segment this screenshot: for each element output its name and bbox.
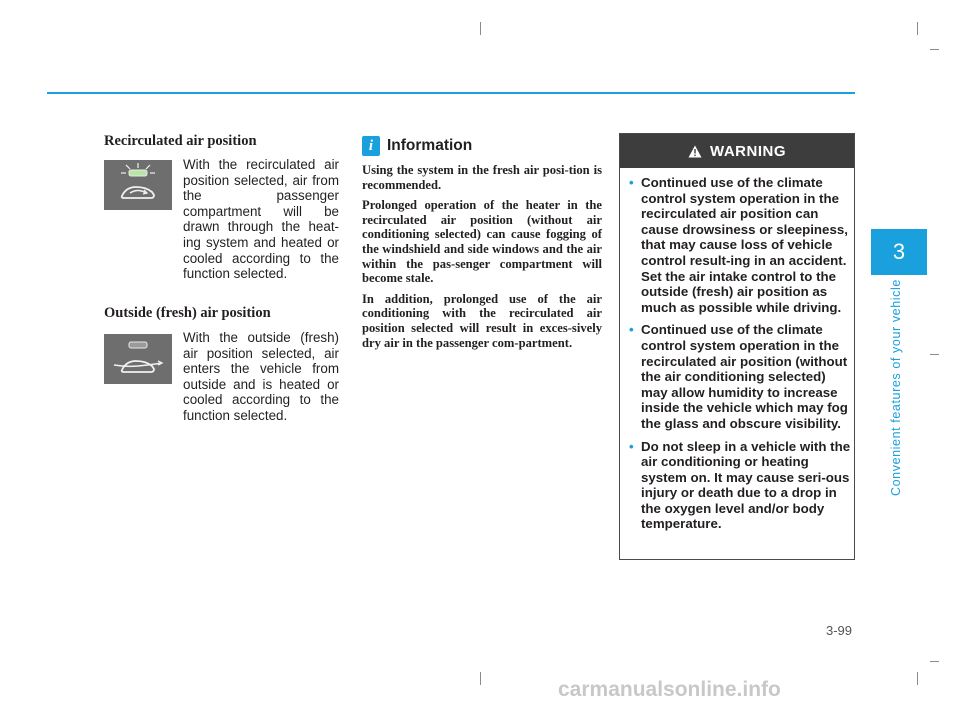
warning-triangle-icon bbox=[688, 145, 702, 158]
info-body bbox=[362, 163, 602, 356]
warning-title: WARNING bbox=[710, 142, 786, 160]
crop-mark bbox=[930, 661, 939, 662]
crop-mark bbox=[917, 672, 918, 685]
info-paragraph: Using the system in the fresh air posi-tion is recommended. bbox=[362, 163, 602, 192]
list-item bbox=[629, 322, 851, 431]
recirc-title: Recirculated air position bbox=[104, 133, 257, 149]
recirc-description: With the recirculated air position selected, air from the passenger compartment will be drawn through the heat-ing system and heated or cooled according to the function selected. bbox=[183, 157, 339, 282]
page-number: 3-99 bbox=[826, 623, 853, 638]
list-item bbox=[629, 175, 851, 315]
crop-mark bbox=[917, 22, 918, 35]
info-paragraph: Prolonged operation of the heater in the recirculated air position (without air conditioning selected) can cause fogging of the windshield and side windows and the air within the pas-senger compartment will become stale. bbox=[362, 198, 602, 286]
bullet-icon: • bbox=[629, 438, 634, 454]
chapter-title bbox=[886, 280, 906, 500]
info-title: Information bbox=[387, 137, 473, 154]
fresh-title: Outside (fresh) air position bbox=[104, 305, 271, 321]
info-paragraph: In addition, prolonged use of the air conditioning with the recirculated air position selected will result in exces-sively dry air in the passenger com-partment. bbox=[362, 291, 602, 350]
crop-mark bbox=[930, 354, 939, 355]
info-icon: i bbox=[362, 136, 380, 156]
fresh-air-button-icon bbox=[104, 334, 172, 384]
bullet-icon: • bbox=[629, 175, 634, 190]
bullet-icon: • bbox=[629, 322, 634, 338]
warning-item-text: Continued use of the climate control system operation in the recirculated air position can cause drowsiness or sleepiness, that may cause loss of vehicle control result-ing in an accident. Set the air intake control to the outside (fresh) air position as much as possible while driving. bbox=[641, 175, 848, 315]
warning-header bbox=[620, 134, 854, 168]
recirculated-air-button-icon bbox=[104, 160, 172, 210]
warning-box bbox=[619, 133, 855, 560]
warning-item-text: Do not sleep in a vehicle with the air conditioning or heating system on. It may cause seri-ous injury or death due to a drop in the oxygen level and/or body temperature. bbox=[641, 438, 851, 532]
list-item bbox=[629, 439, 851, 533]
watermark[interactable]: carmanualsonline.info bbox=[558, 678, 781, 701]
crop-mark bbox=[480, 22, 481, 35]
fresh-description: With the outside (fresh) air position selected, air enters the vehicle from outside and is heated or cooled according to the function selected. bbox=[183, 330, 339, 423]
crop-mark bbox=[930, 49, 939, 50]
chapter-tab: 3 bbox=[871, 229, 927, 275]
warning-list bbox=[629, 175, 851, 539]
chapter-title-text: Convenient features of your vehicle bbox=[889, 279, 903, 496]
crop-mark bbox=[480, 672, 481, 685]
header-rule bbox=[47, 92, 855, 94]
warning-item-text: Continued use of the climate control system operation in the recirculated air position (without the air conditioning selected) may allow humidity to increase inside the vehicle which may fog the glass and obscure visibility. bbox=[641, 322, 848, 431]
